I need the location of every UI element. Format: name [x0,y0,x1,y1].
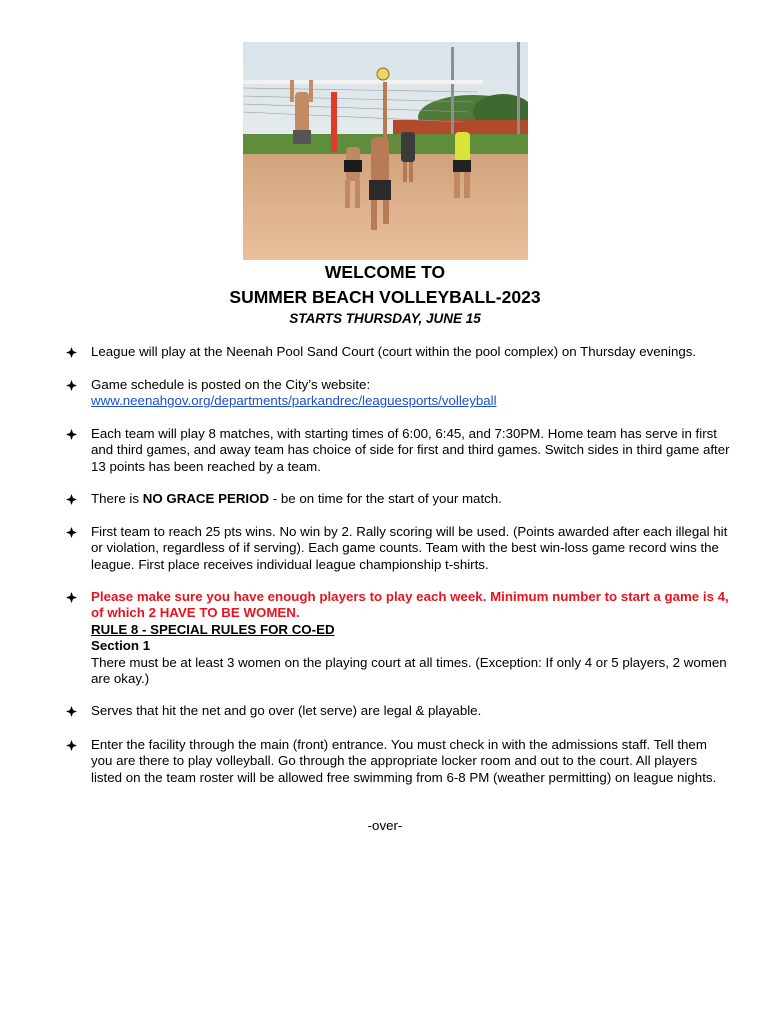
bullet-text: First team to reach 25 pts wins. No win by 2. Rally scoring will be used. (Points awarded after each illegal hit or violation, regardless of if serving). Each game counts. Team with the best win-loss game record wins the league. First place receives individual league championship t-shirts. [91,524,728,572]
diamond-bullet-icon [66,429,77,440]
bullet-text: Enter the facility through the main (front) entrance. You must check in with the admissions staff. Tell them you are there to play volleyball. Go through the appropriate locker room and out to the court. All players listed on the team roster will be allowed free swimming from 6-8 PM (weather permitting) on league nights. [91,737,717,785]
list-item [66,344,730,360]
diamond-bullet-icon [66,740,77,751]
diamond-bullet-icon [66,527,77,538]
diamond-bullet-icon [66,592,77,603]
minimum-players-warning: Please make sure you have enough players to play each week. Minimum number to start a game is 4, of which 2 HAVE TO BE WOMEN. [91,589,729,621]
list-item [66,426,730,475]
list-item [66,377,730,410]
no-grace-period-text: NO GRACE PERIOD [142,491,270,506]
diamond-bullet-icon [66,380,77,391]
bullet-text: League will play at the Neenah Pool Sand Court (court within the pool complex) on Thursday evenings. [91,344,697,359]
section-heading: Section 1 [91,638,151,654]
page-title-line2: SUMMER BEACH VOLLEYBALL-2023 [229,287,541,307]
bullet-text: There is [91,491,143,506]
bullet-text: Game schedule is posted on the City’s website: [91,377,371,392]
bullet-text: Serves that hit the net and go over (let serve) are legal & playable. [91,703,482,718]
bullet-text: - be on time for the start of your match. [269,491,502,506]
website-link[interactable]: www.neenahgov.org/departments/parkandrec/leaguesports/volleyball [91,393,497,409]
page-subtitle: STARTS THURSDAY, JUNE 15 [289,311,481,326]
bullet-text: Each team will play 8 matches, with starting times of 6:00, 6:45, and 7:30PM. Home team has serve in first and third games, and away team has choice of side for first and third games. Switch sides in third game after 13 points has been reached by a team. [91,426,730,474]
diamond-bullet-icon [66,347,77,358]
diamond-bullet-icon [66,706,77,717]
rule-heading: RULE 8 - SPECIAL RULES FOR CO-ED [91,621,335,637]
list-item [66,491,730,507]
beach-volleyball-photo [243,42,528,260]
diamond-bullet-icon [66,494,77,505]
list-item [66,589,730,687]
list-item [66,524,730,573]
list-item [66,737,730,786]
over-footer: -over- [367,818,403,833]
list-item [66,703,730,719]
bullet-text: There must be at least 3 women on the playing court at all times. (Exception: If only 4 or 5 players, 2 women are okay.) [91,654,727,687]
page-title-line1: WELCOME TO [324,262,446,282]
